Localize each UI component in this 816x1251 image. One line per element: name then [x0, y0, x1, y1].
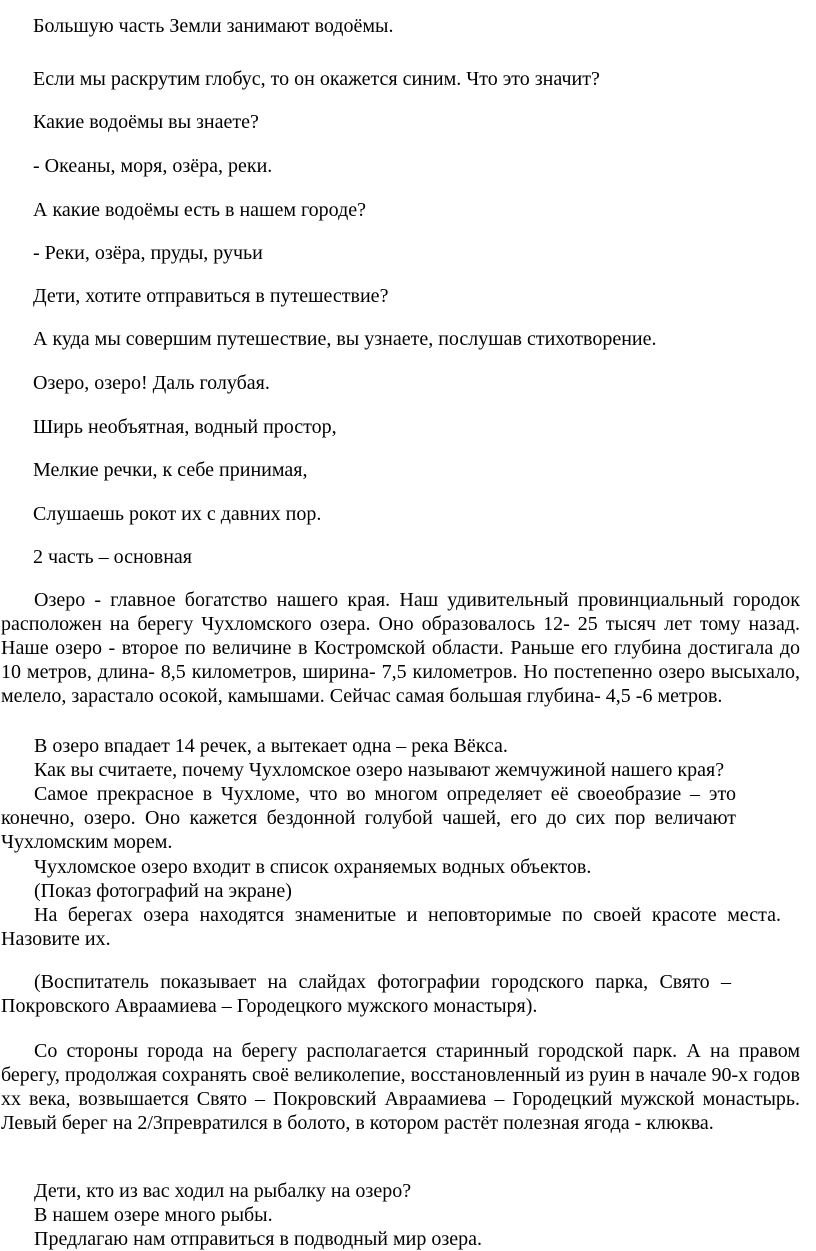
poem-line-2: Ширь необъятная, водный простор,: [33, 416, 337, 438]
paragraph-most-beautiful: Самое прекрасное в Чухломе, что во многом определяет её своеобразие – это конечно, озеро. Оно кажется бездонной голубой чашей, его до сих пор величают Чухломским морем.: [1, 783, 736, 853]
intro-line-4: - Океаны, моря, озёра, реки.: [33, 155, 273, 177]
paragraph-underwater-world: Предлагаю нам отправиться в подводный мир озера.: [34, 1228, 482, 1250]
paragraph-question-pearl: Как вы считаете, почему Чухломское озеро называют жемчужиной нашего края?: [34, 759, 725, 781]
intro-line-5: А какие водоёмы есть в нашем городе?: [33, 199, 367, 221]
poem-line-3: Мелкие речки, к себе принимая,: [33, 459, 308, 481]
paragraph-fishing-question: Дети, кто из вас ходил на рыбалку на озеро?: [34, 1180, 412, 1202]
poem-line-1: Озеро, озеро! Даль голубая.: [33, 372, 270, 394]
intro-line-8: А куда мы совершим путешествие, вы узнаете, послушав стихотворение.: [33, 328, 657, 350]
paragraph-teacher-slides: (Воспитатель показывает на слайдах фотографии городского парка, Свято – Покровского Авраамиева – Городецкого мужского монастыря).: [1, 971, 731, 1017]
paragraph-much-fish: В нашем озере много рыбы.: [34, 1204, 273, 1226]
paragraph-photo-show: (Показ фотографий на экране): [34, 880, 292, 902]
section-heading: 2 часть – основная: [33, 546, 192, 568]
poem-line-4: Слушаешь рокот их с давних пор.: [33, 503, 322, 525]
intro-line-2: Если мы раскрутим глобус, то он окажется синим. Что это значит?: [33, 68, 600, 90]
intro-line-3: Какие водоёмы вы знаете?: [33, 111, 259, 133]
intro-line-1: Большую часть Земли занимают водоёмы.: [33, 15, 394, 37]
intro-line-6: - Реки, озёра, пруды, ручьи: [33, 242, 263, 264]
paragraph-shores: На берегах озера находятся знаменитые и неповторимые по своей красоте места. Назовите их.: [1, 904, 781, 950]
paragraph-lake-wealth: Озеро - главное богатство нашего края. Наш удивительный провинциальный городок расположен на берегу Чухломского озера. Оно образовалось 12- 25 тысяч лет тому назад. Наше озеро - второе по величине в Костромской области. Раньше его глубина достигала до 10 метров, длина- 8,5 километров, ширина- 7,5 километров. Но постепенно озеро высыхало, мелело, зарастало осокой, камышами. Сейчас самая большая глубина- 4,5 -6 метров.: [1, 589, 800, 707]
paragraph-protected-list: Чухломское озеро входит в список охраняемых водных объектов.: [34, 856, 592, 878]
intro-line-7: Дети, хотите отправиться в путешествие?: [33, 285, 389, 307]
paragraph-city-park: Со стороны города на берегу располагается старинный городской парк. А на правом берегу, продолжая сохранять своё великолепие, восстановленный из руин в начале 90-х годов xx века, возвышается Свято – Покровский Авраамиева – Городецкий мужской монастырь. Левый берег на 2/3превратился в болото, в котором растёт полезная ягода - клюква.: [1, 1040, 800, 1134]
paragraph-rivers: В озеро впадает 14 речек, а вытекает одна – река Вёкса.: [34, 735, 508, 757]
